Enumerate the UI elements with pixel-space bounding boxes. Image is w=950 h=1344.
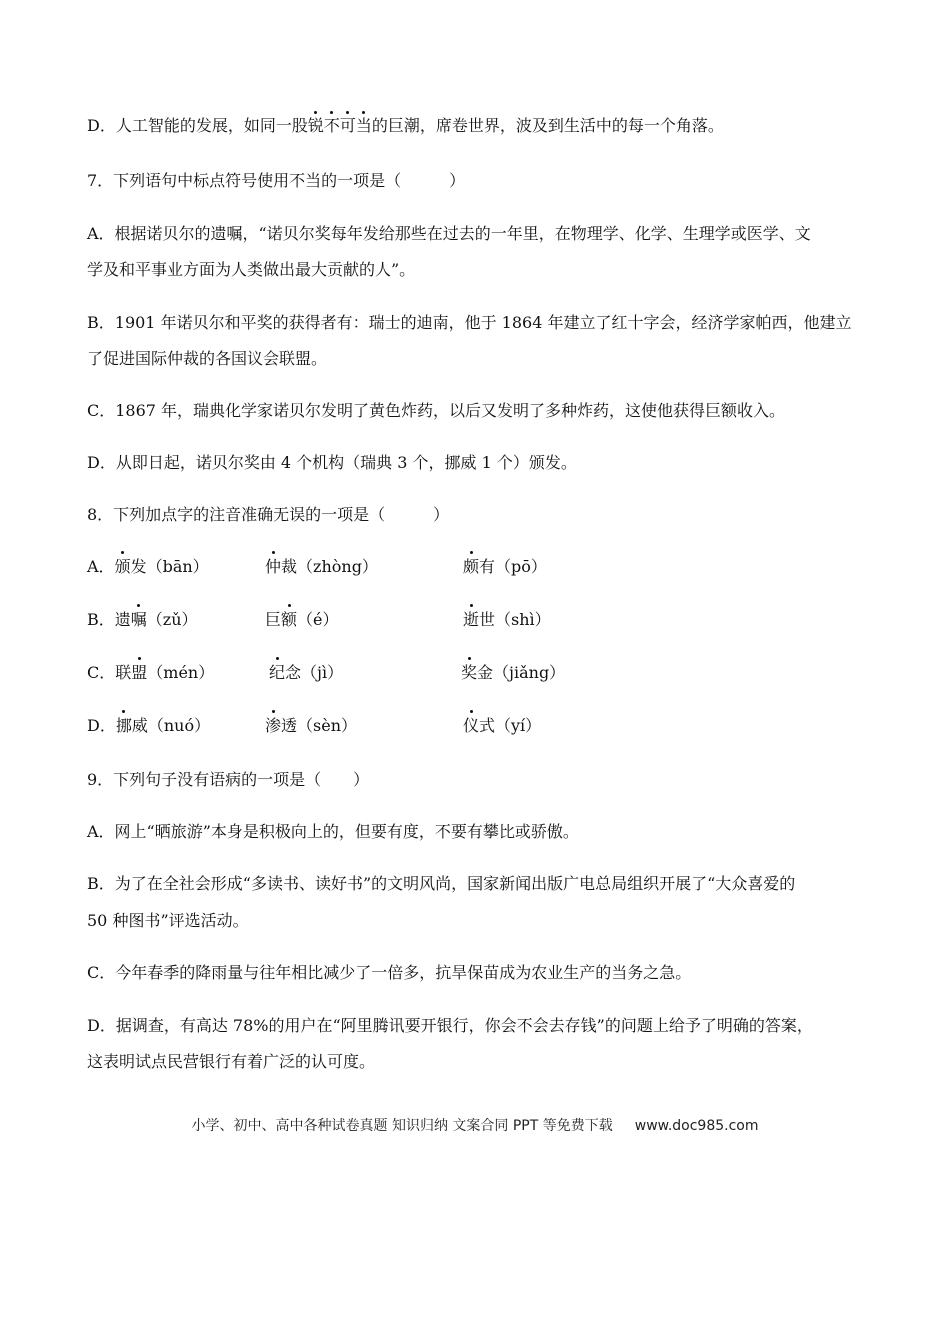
q7-option-a-line1: A．根据诺贝尔的遗嘱，“诺贝尔奖每年发给那些在过去的一年里，在物理学、化学、生理学或医学、文 bbox=[87, 224, 811, 243]
q7-option-d: D．从即日起，诺贝尔奖由 4 个机构（瑞典 3 个，挪威 1 个）颁发。 bbox=[87, 453, 577, 472]
pinyin-text: 世（shì） bbox=[479, 610, 551, 629]
q9-option-d-line2: 这表明试点民营银行有着广泛的认可度。 bbox=[87, 1052, 376, 1071]
q9-option-b-line1: B．为了在全社会形成“多读书、读好书”的文明风尚，国家新闻出版广电总局组织开展了“大众喜爱的 bbox=[87, 874, 796, 893]
q8-option-a bbox=[0, 556, 950, 578]
pinyin-text: （mén） bbox=[147, 663, 215, 682]
q8-d-item1 bbox=[87, 715, 210, 737]
q9-option-a: A．网上“晒旅游”本身是积极向上的，但要有度，不要有攀比或骄傲。 bbox=[87, 822, 579, 841]
dotted-char: 纪 bbox=[269, 663, 286, 682]
q9-option-d-line1: D．据调查，有高达 78%的用户在“阿里腾讯要开银行，你会不会去存钱”的问题上给予了明确的答案， bbox=[87, 1016, 813, 1035]
q8-d-item3 bbox=[463, 715, 541, 737]
q8-c-item2 bbox=[269, 662, 343, 684]
q8-b-item1 bbox=[87, 609, 198, 631]
dotted-char: 当 bbox=[355, 116, 372, 135]
option-label: B． bbox=[87, 610, 115, 629]
q7-option-a-line2: 学及和平事业方面为人类做出最大贡献的人”。 bbox=[87, 260, 416, 279]
dotted-char: 颁 bbox=[114, 557, 131, 576]
dotted-char: 仲 bbox=[265, 557, 282, 576]
footer-text: 小学、初中、高中各种试卷真题 知识归纳 文案合同 PPT 等免费下载 bbox=[191, 1118, 613, 1134]
pinyin-text: （é） bbox=[297, 610, 339, 629]
q7-option-b-line1: B．1901 年诺贝尔和平奖的获得者有：瑞士的迪南，他于 1864 年建立了红十字会，经济学家帕西，他建立 bbox=[87, 313, 852, 332]
q9-option-b-line2: 50 种图书”评选活动。 bbox=[87, 911, 249, 930]
pinyin-text: 发（bān） bbox=[130, 557, 209, 576]
plain-char: 联 bbox=[115, 663, 132, 682]
q8-a-item1 bbox=[87, 556, 209, 578]
pinyin-text: 透（sèn） bbox=[281, 716, 358, 735]
dotted-char: 仪 bbox=[463, 716, 480, 735]
dotted-char: 嘱 bbox=[130, 610, 147, 629]
q8-b-item2 bbox=[265, 609, 339, 631]
footer-url[interactable]: www.doc985.com bbox=[634, 1118, 759, 1134]
q8-option-c bbox=[0, 662, 950, 684]
q7-option-c: C．1867 年，瑞典化学家诺贝尔发明了黄色炸药，以后又发明了多种炸药，这使他获得巨额收入。 bbox=[87, 401, 786, 420]
option-label: D． bbox=[87, 716, 116, 735]
pinyin-text: 裁（zhòng） bbox=[281, 557, 378, 576]
dotted-char: 可 bbox=[339, 116, 356, 135]
dotted-char: 挪 bbox=[115, 716, 132, 735]
q8-c-item3 bbox=[461, 662, 565, 684]
q8-stem: 8．下列加点字的注音准确无误的一项是（ ） bbox=[87, 505, 450, 524]
q8-d-item2 bbox=[265, 715, 357, 737]
q8-a-item2 bbox=[265, 556, 378, 578]
dotted-char: 奖 bbox=[461, 663, 478, 682]
q8-option-d bbox=[0, 715, 950, 737]
dotted-char: 额 bbox=[281, 610, 298, 629]
dotted-char: 锐 bbox=[307, 116, 324, 135]
dotted-char: 渗 bbox=[265, 716, 282, 735]
q6-option-d bbox=[87, 116, 867, 136]
dotted-char: 逝 bbox=[463, 610, 480, 629]
q9-stem: 9．下列句子没有语病的一项是（ ） bbox=[87, 770, 370, 789]
plain-char: 巨 bbox=[265, 610, 282, 629]
q6-d-pre: D．人工智能的发展，如同一股 bbox=[87, 116, 308, 135]
q8-option-b bbox=[0, 609, 950, 631]
pinyin-text: （zǔ） bbox=[146, 610, 198, 629]
q8-b-item3 bbox=[463, 609, 551, 631]
q8-a-item3 bbox=[463, 556, 547, 578]
dotted-char: 不 bbox=[323, 116, 340, 135]
q7-option-b-line2: 了促进国际仲裁的各国议会联盟。 bbox=[87, 349, 328, 368]
pinyin-text: 金（jiǎng） bbox=[477, 663, 566, 682]
dotted-char: 盟 bbox=[131, 663, 148, 682]
option-label: A． bbox=[87, 557, 115, 576]
pinyin-text: 威（nuó） bbox=[131, 716, 211, 735]
pinyin-text: 式（yí） bbox=[479, 716, 542, 735]
q9-option-c: C．今年春季的降雨量与往年相比减少了一倍多，抗旱保苗成为农业生产的当务之急。 bbox=[87, 963, 692, 982]
page-footer bbox=[0, 1116, 950, 1136]
pinyin-text: 有（pō） bbox=[479, 557, 547, 576]
option-label: C． bbox=[87, 663, 116, 682]
q7-stem: 7．下列语句中标点符号使用不当的一项是（ ） bbox=[87, 171, 466, 190]
q6-d-post: 的巨潮，席卷世界，波及到生活中的每一个角落。 bbox=[371, 116, 724, 135]
q8-c-item1 bbox=[87, 662, 214, 684]
pinyin-text: 念（jì） bbox=[285, 663, 344, 682]
dotted-char: 颇 bbox=[463, 557, 480, 576]
plain-char: 遗 bbox=[114, 610, 131, 629]
